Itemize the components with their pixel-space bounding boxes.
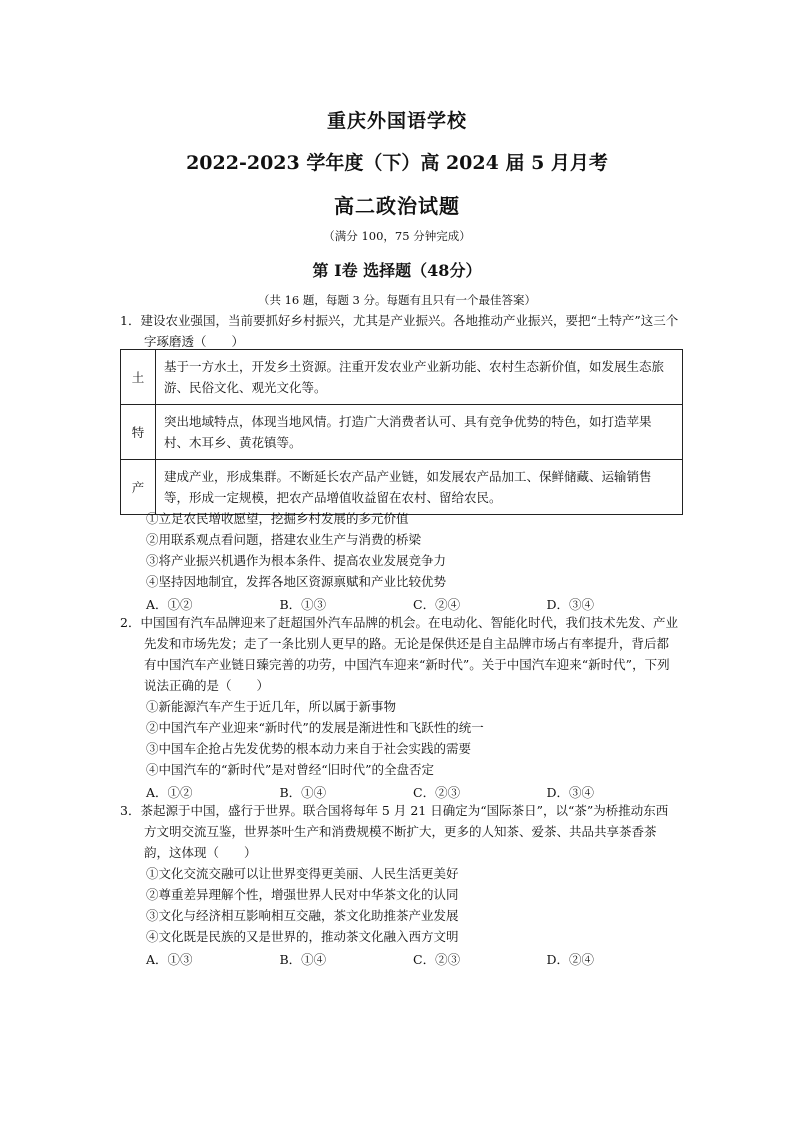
section-title: 第 Ⅰ卷 选择题（48分）	[312, 261, 482, 280]
list-item: ④文化既是民族的又是世界的，推动茶文化融入西方文明	[146, 929, 459, 944]
question-3	[120, 800, 680, 970]
list-item: ③将产业振兴机遇作为根本条件、提高农业发展竞争力	[146, 553, 447, 568]
choice-d: D．②④	[546, 952, 595, 967]
question-1-options	[120, 508, 680, 615]
choice-c: C．②③	[413, 952, 461, 967]
answer-choices	[146, 949, 680, 970]
table-text: 基于一方水土，开发乡土资源。注重开发农业产业新功能、农村生态新价值，如发展生态旅游、民俗文化、观光文化等。	[156, 350, 683, 405]
list-item: ②中国汽车产业迎来“新时代”的发展是渐进性和飞跃性的统一	[146, 720, 484, 735]
choice-d: D．③④	[546, 597, 595, 612]
option-list	[146, 863, 680, 947]
score-info: （满分 100，75 分钟完成）	[323, 229, 471, 243]
table-key: 土	[121, 350, 156, 405]
school-name: 重庆外国语学校	[326, 110, 467, 132]
section-instructions: （共 16 题，每题 3 分。每题有且只有一个最佳答案）	[257, 293, 537, 307]
question-1	[120, 310, 680, 352]
list-item: ④中国汽车的“新时代”是对曾经“旧时代”的全盘否定	[146, 762, 435, 777]
choice-c: C．②④	[413, 597, 461, 612]
list-item: ①新能源汽车产生于近几年，所以属于新事物	[146, 699, 397, 714]
table-text: 突出地域特点，体现当地风情。打造广大消费者认可、具有竞争优势的特色，如打造苹果村、木耳乡、黄花镇等。	[156, 405, 683, 460]
list-item: ①立足农民增收愿望，挖掘乡村发展的多元价值	[146, 511, 409, 526]
question-stem: 1．建设农业强国，当前要抓好乡村振兴，尤其是产业振兴。各地推动产业振兴，要把“土特产”这三个字琢磨透（ ）	[120, 313, 679, 349]
choice-a: A．①②	[146, 597, 193, 612]
table-row	[121, 460, 683, 515]
subject-title: 高二政治试题	[334, 194, 460, 218]
list-item: ③中国车企抢占先发优势的根本动力来自于社会实践的需要	[146, 741, 472, 756]
list-item: ③文化与经济相互影响相互交融，茶文化助推茶产业发展	[146, 908, 459, 923]
choice-b: B．①④	[279, 952, 327, 967]
choice-b: B．①④	[279, 785, 327, 800]
choice-a: A．①③	[146, 952, 193, 967]
list-item: ②尊重差异理解个性，增强世界人民对中华茶文化的认同	[146, 887, 459, 902]
list-item: ①文化交流交融可以让世界变得更美丽、人民生活更美好	[146, 866, 459, 881]
list-item: ④坚持因地制宜，发挥各地区资源禀赋和产业比较优势	[146, 574, 447, 589]
question-2	[120, 612, 680, 803]
table-key: 特	[121, 405, 156, 460]
table-key: 产	[121, 460, 156, 515]
option-list	[146, 508, 680, 592]
table-row	[121, 350, 683, 405]
choice-d: D．③④	[546, 785, 595, 800]
table-text: 建成产业，形成集群。不断延长农产品产业链，如发展农产品加工、保鲜储藏、运输销售等，形成一定规模，把农产品增值收益留在农村、留给农民。	[156, 460, 683, 515]
choice-b: B．①③	[279, 597, 327, 612]
exam-title: 2022-2023 学年度（下）高 2024 届 5 月月考	[186, 152, 608, 174]
choice-a: A．①②	[146, 785, 193, 800]
tutechan-table	[120, 349, 683, 515]
table-row	[121, 405, 683, 460]
list-item: ②用联系观点看问题，搭建农业生产与消费的桥梁	[146, 532, 422, 547]
choice-c: C．②③	[413, 785, 461, 800]
question-stem: 2．中国国有汽车品牌迎来了赶超国外汽车品牌的机会。在电动化、智能化时代，我们技术先发、产业先发和市场先发；走了一条比别人更早的路。无论是保供还是自主品牌市场占有率提升，背后都有中国汽车产业链日臻完善的功劳，中国汽车迎来“新时代”。关于中国汽车迎来“新时代”，下列说法正确的是（ ）	[120, 615, 678, 693]
question-stem: 3．茶起源于中国，盛行于世界。联合国将每年 5 月 21 日确定为“国际茶日”，以“茶”为桥推动东西方文明交流互鉴，世界茶叶生产和消费规模不断扩大，更多的人知茶、爱茶、共品共享茶香茶韵，这体现（ ）	[120, 803, 669, 860]
option-list	[146, 696, 680, 780]
